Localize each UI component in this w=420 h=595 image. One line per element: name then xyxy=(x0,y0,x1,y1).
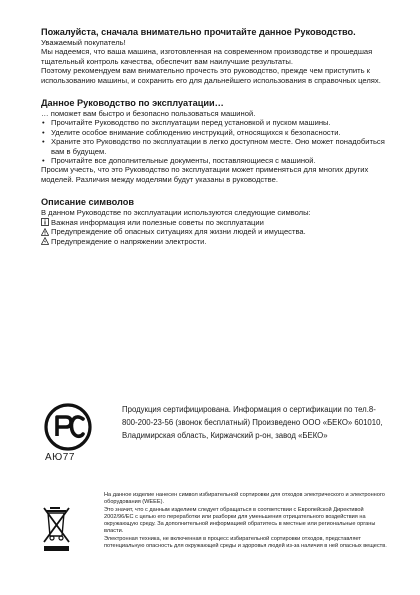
symbol-text: Предупреждение о напряжении электрости. xyxy=(51,236,207,246)
warning-icon xyxy=(41,228,49,236)
weee-line: На данное изделие нанесен символ избирательной сортировки для отходов электрического и электронного оборудования (WEEE). xyxy=(104,492,385,506)
certification-mark-icon xyxy=(44,403,92,451)
content-column xyxy=(41,27,389,246)
certification-block xyxy=(40,400,390,470)
weee-text xyxy=(104,492,390,550)
symbol-row-electric xyxy=(41,237,389,246)
weee-block xyxy=(40,492,390,567)
list-item: • Прочитайте все дополнительные документы, поставляющиеся с машиной. xyxy=(42,156,316,166)
intro-paragraph-1: Мы надеемся, что ваша машина, изготовленная на современном производстве и прошедшая тщательный контроль качества, обеспечит вам наилучшие результаты. xyxy=(41,47,373,66)
manual-section-title: Данное Руководство по эксплуатации… xyxy=(41,98,224,109)
info-icon xyxy=(41,218,49,226)
list-item: • Прочитайте Руководство по эксплуатации перед установкой и пуском машины. xyxy=(42,118,331,128)
weee-line: Электронная техника, не включенная в процесс избирательной сортировки отходов, представляет потенциальную опасность для окружающей среды и здоровья людей из-за наличия в ней опасных веществ. xyxy=(104,535,387,550)
intro-paragraph-2: Поэтому рекомендуем вам внимательно прочесть это руководство, прежде чем приступить к использованию машины, и сохранить его для дальнейшего использования в справочных целях. xyxy=(41,66,381,85)
symbol-row-warning xyxy=(41,227,389,236)
intro-greeting: Уважаемый покупатель! xyxy=(41,38,126,47)
crossed-bin-icon xyxy=(42,504,72,552)
symbols-lead: В данном Руководстве по эксплуатации используются следующие символы: xyxy=(41,208,311,218)
manual-lead: … поможет вам быстро и безопасно пользоваться машиной. xyxy=(41,109,256,119)
certification-text: Продукция сертифицирована. Информация о сертификации по тел.8-800-200-23-56 (звонок бесплатный) Произведено ООО «БЕКО» 601010, Владимирская область, Киржачский р-он, завод «БЕКО» xyxy=(122,405,383,440)
symbol-row-info xyxy=(41,218,389,227)
manual-note: Просим учесть, что это Руководство по эксплуатации может применяться для многих других моделей. Различия между моделями будут указаны в руководстве. xyxy=(41,165,369,184)
symbols-section-title: Описание символов xyxy=(41,197,134,208)
manual-bullet-list xyxy=(41,118,389,165)
certification-code: АЮ77 xyxy=(45,452,75,463)
symbol-text: Важная информация или полезные советы по эксплуатации xyxy=(51,217,264,227)
electric-warning-icon xyxy=(41,237,49,245)
weee-line: Это значит, что с данным изделием следует обращаться в соответствии с Европейской Директивой 2002/96/EC с целью его переработки или разборки для уменьшения отрицательного воздействия на окружающую среду. За дополнительной информацией обратитесь в местные или региональные органы власти. xyxy=(104,506,376,535)
intro-title: Пожалуйста, сначала внимательно прочитайте данное Руководство. xyxy=(41,27,356,37)
list-item: • Уделите особое внимание соблюдению инструкций, относящихся к безопасности. xyxy=(42,127,341,137)
symbol-text: Предупреждение об опасных ситуациях для жизни людей и имущества. xyxy=(51,227,306,237)
list-item: • Храните это Руководство по эксплуатации в легко доступном месте. Оно может понадобиться вам в будущем. xyxy=(42,137,385,156)
